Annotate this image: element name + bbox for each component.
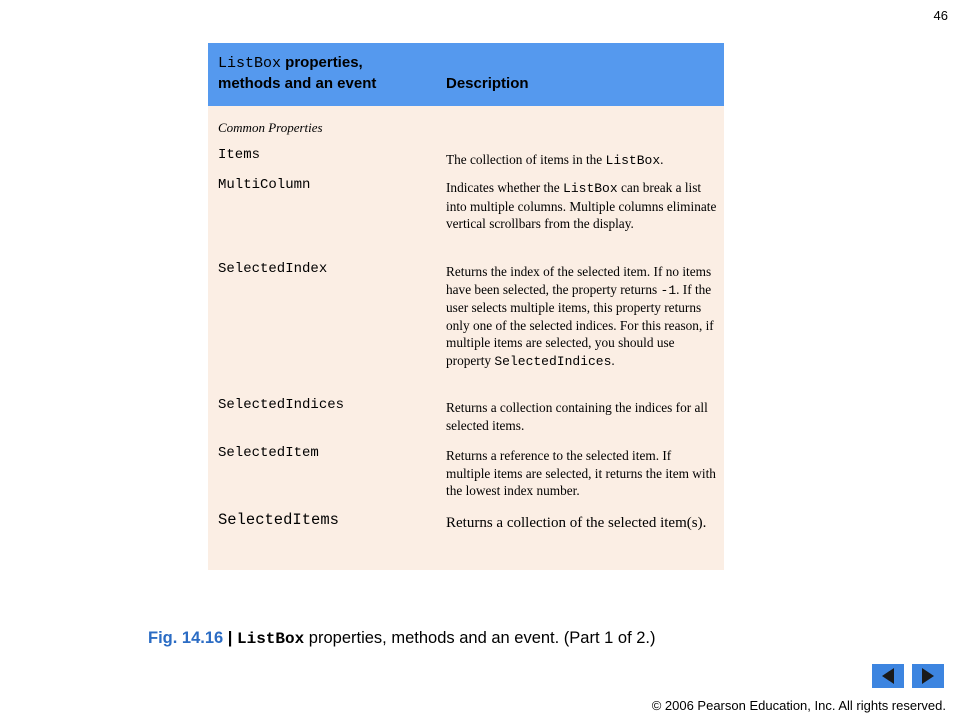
header-col-name-text-a: properties,	[281, 54, 363, 71]
row-name: SelectedIndices	[218, 397, 345, 413]
desc-text: .	[660, 152, 664, 167]
properties-table	[208, 43, 724, 570]
table-header	[208, 43, 724, 106]
row-description: Returns a collection of the selected item(s).	[446, 515, 707, 531]
row-name: MultiColumn	[218, 177, 311, 193]
caption-text: properties, methods and an event. (Part 1 of 2.)	[304, 629, 656, 647]
desc-text: can break a list into multiple columns. Multiple columns eliminate vertical scrollbars from the display.	[446, 180, 717, 231]
header-col-description: Description	[446, 75, 529, 92]
desc-text: The collection of items in the	[446, 152, 606, 167]
desc-text: Indicates whether the	[446, 180, 564, 195]
row-description	[446, 263, 718, 370]
header-listbox-code: ListBox	[218, 55, 282, 72]
desc-text: Returns the index of the selected item. If no items have been selected, the property returns	[446, 264, 712, 297]
page-number: 46	[933, 8, 948, 23]
copyright-notice: © 2006 Pearson Education, Inc. All rights reserved.	[651, 698, 946, 713]
desc-code: ListBox	[605, 153, 661, 168]
header-col-name	[218, 53, 376, 94]
next-slide-button[interactable]	[912, 664, 944, 688]
section-label-common-properties: Common Properties	[218, 120, 323, 135]
row-description: Returns a collection containing the indices for all selected items.	[446, 400, 708, 433]
row-description	[446, 151, 718, 170]
previous-slide-button[interactable]	[872, 664, 904, 688]
triangle-left-icon	[872, 664, 904, 688]
row-description	[446, 179, 718, 233]
figure-caption	[148, 629, 656, 648]
row-description: Returns a reference to the selected item. If multiple items are selected, it returns the item with the lowest index number.	[446, 448, 716, 498]
row-name: SelectedIndex	[218, 261, 328, 277]
desc-code: ListBox	[563, 181, 618, 196]
triangle-right-icon	[912, 664, 944, 688]
row-name: SelectedItems	[218, 511, 339, 529]
row-name: SelectedItem	[218, 445, 319, 461]
desc-code: -1	[660, 282, 677, 298]
caption-figure-number: Fig. 14.16	[148, 629, 224, 647]
desc-code: SelectedIndices	[494, 353, 612, 369]
caption-listbox-code: ListBox	[237, 630, 305, 648]
row-name: Items	[218, 147, 261, 163]
desc-text: .	[611, 352, 615, 368]
header-col-name-text-b: methods and an event	[218, 75, 377, 92]
desc-text: . If the user selects multiple items, this property returns only one of the selected indices. For this reason, if multiple items are selected, you should use property	[446, 281, 714, 368]
caption-separator: |	[223, 629, 237, 647]
